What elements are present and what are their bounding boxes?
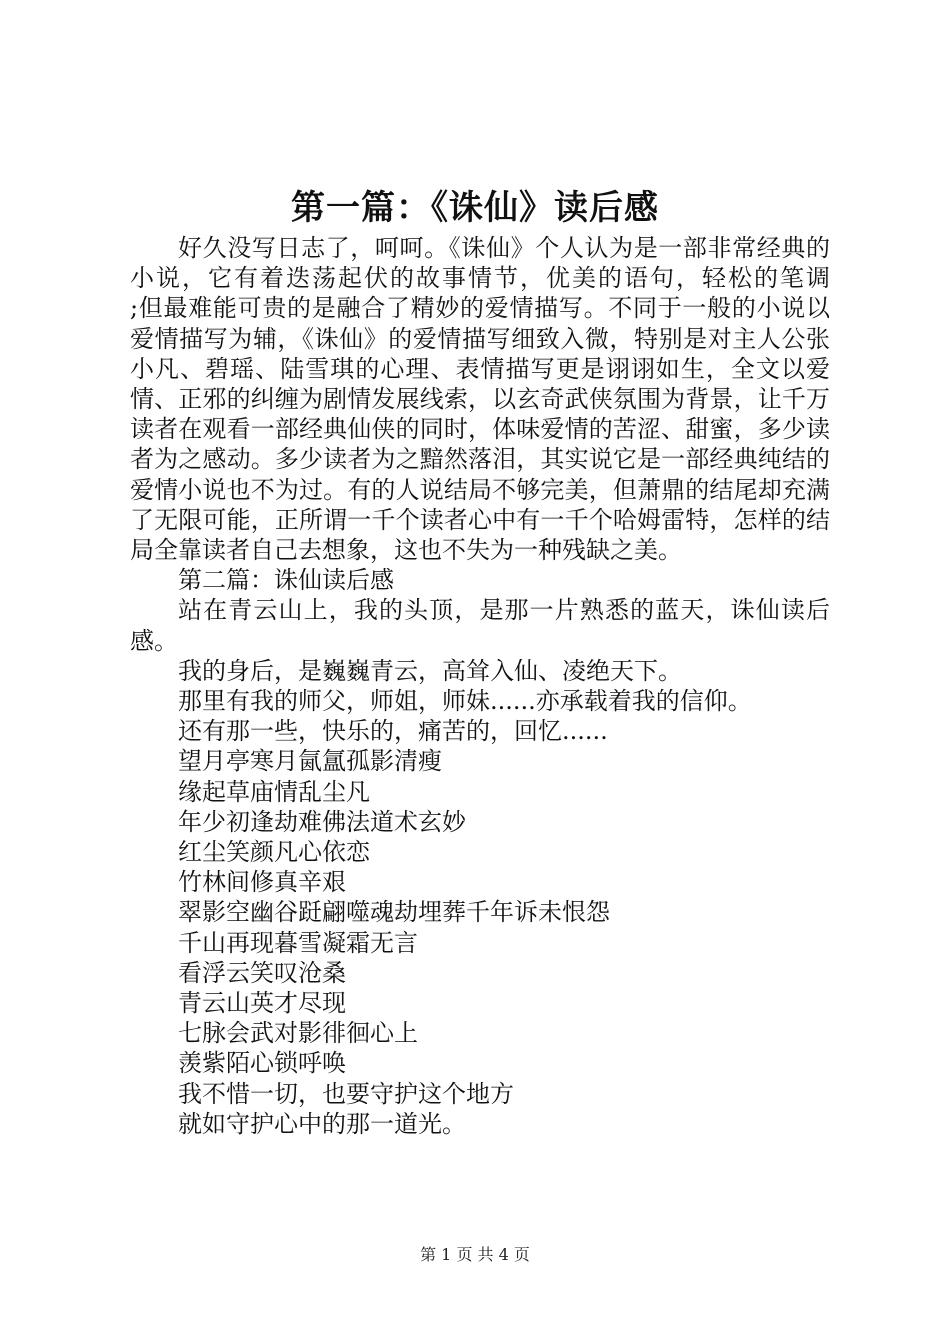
poem-line: 还有那一些，快乐的，痛苦的，回忆...... — [178, 717, 608, 746]
poem-line: 竹林间修真辛艰 — [178, 868, 346, 897]
poem-line: 年少初逢劫难佛法道术玄妙 — [178, 807, 466, 836]
document-title: 第一篇：《诛仙》读后感 — [291, 188, 659, 228]
poem-line: 望月亭寒月氤氲孤影清瘦 — [178, 747, 442, 776]
poem-line: 我的身后，是巍巍青云，高耸入仙、凌绝天下。 — [178, 656, 682, 685]
section-2-heading: 第二篇：诛仙读后感 — [178, 566, 394, 595]
poem-line: 缘起草庙情乱尘凡 — [178, 777, 370, 806]
poem-line: 那里有我的师父，师姐，师妹......亦承载着我的信仰。 — [178, 687, 752, 716]
poem-line: 就如守护心中的那一道光。 — [178, 1109, 466, 1138]
paragraph-2: 站在青云山上，我的头顶，是那一片熟悉的蓝天，诛仙读后感。 — [130, 596, 830, 655]
poem-line: 看浮云笑叹沧桑 — [178, 958, 346, 987]
poem-line: 青云山英才尽现 — [178, 989, 346, 1018]
document-body — [130, 233, 830, 1139]
poem-line: 七脉会武对影徘徊心上 — [178, 1019, 418, 1048]
poem-line: 翠影空幽谷跹翩噬魂劫埋葬千年诉未恨怨 — [178, 898, 610, 927]
poem-line: 红尘笑颜凡心依恋 — [178, 838, 370, 867]
poem-line: 我不惜一切，也要守护这个地方 — [178, 1079, 514, 1108]
poem-line: 羡紫陌心锁呼唤 — [178, 1049, 346, 1078]
page-footer: 第 1 页 共 4 页 — [420, 1245, 530, 1264]
poem-line: 千山再现暮雪凝霜无言 — [178, 928, 418, 957]
paragraph-1-first-part: 好久没写日志了，呵呵。《诛仙》个人认为是一部非常经典的小说，它有着迭荡起伏的故事情节，优美的语句，轻松的笔调 — [130, 234, 830, 293]
paragraph-1-second-part: ;但最难能可贵的是融合了精妙的爱情描写。不同于一般的小说以爱情描写为辅，《诛仙》的爱情描写细致入微，特别是对主人公张小凡、碧瑶、陆雪琪的心理、表情描写更是诩诩如生，全文以爱情、正邪的纠缠为剧情发展线索，以玄奇武侠氛围为背景，让千万读者在观看一部经典仙侠的同时，体味爱情的苦涩、甜蜜，多少读者为之感动。多少读者为之黯然落泪，其实说它是一部经典纯结的爱情小说也不为过。有的人说结局不够完美，但萧鼎的结尾却充满了无限可能，正所谓一千个读者心中有一千个哈姆雷特，怎样的结局全靠读者自己去想象，这也不失为一种残缺之美。 — [130, 294, 830, 565]
